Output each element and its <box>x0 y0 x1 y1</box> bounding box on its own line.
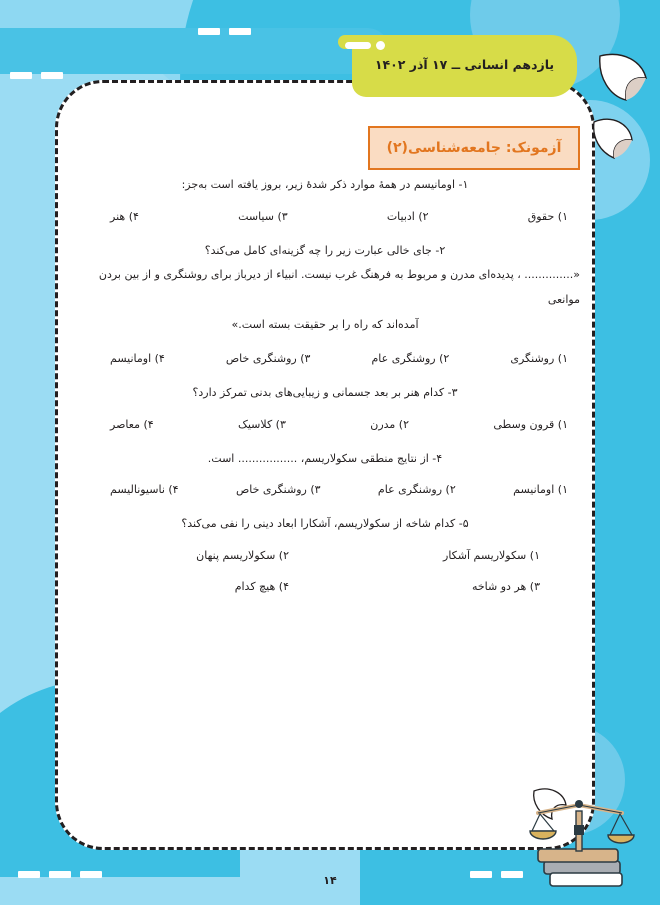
question-2-option-1[interactable]: ۱) روشنگری <box>510 351 568 365</box>
question-3 <box>70 383 580 431</box>
question-4-option-2[interactable]: ۲) روشنگری عام <box>377 483 456 497</box>
question-2-paragraph <box>70 262 580 338</box>
question-2-option-3[interactable]: ۳) روشنگری خاص <box>225 351 311 365</box>
question-1-option-3[interactable]: ۳) سیاست <box>238 209 288 223</box>
question-2-paragraph-line-2: آمده‌اند که راه را بر حقیقت بسته است.» <box>231 318 419 332</box>
question-5 <box>70 514 580 593</box>
question-5-option-2[interactable]: ۲) سکولاریسم پنهان <box>196 549 289 563</box>
paper-sheet-icon <box>588 112 638 170</box>
question-3-option-1[interactable]: ۱) قرون وسطی <box>493 417 568 431</box>
background-top-strip <box>0 28 390 74</box>
question-2-stem: ۲- جای خالی عبارت زیر را چه گزینه‌ای کامل می‌کند؟ <box>204 243 446 257</box>
question-3-option-2[interactable]: ۲) مدرن <box>370 417 410 431</box>
question-1-option-1[interactable]: ۱) حقوق <box>527 209 568 223</box>
banner-hole <box>345 42 371 49</box>
question-1-options <box>70 210 580 223</box>
question-1 <box>70 175 580 223</box>
question-5-option-3[interactable]: ۳) هر دو شاخه <box>471 580 540 594</box>
page-number: ۱۴ <box>323 874 337 887</box>
question-3-option-4[interactable]: ۴) معاصر <box>110 417 154 431</box>
question-1-option-4[interactable]: ۴) هنر <box>110 209 139 223</box>
question-4-stem: ۴- از نتایج منطقی سکولاریسم، ................. است. <box>207 451 443 465</box>
question-3-stem: ۳- کدام هنر بر بعد جسمانی و زیبایی‌های بدنی تمرکز دارد؟ <box>192 385 458 399</box>
question-5-option-4[interactable]: ۴) هیچ کدام <box>234 580 289 594</box>
banner-dot <box>376 41 385 50</box>
question-2 <box>70 241 580 365</box>
question-4 <box>70 449 580 497</box>
question-2-options <box>70 352 580 365</box>
class-date-banner <box>352 35 577 97</box>
banner-label: یازدهم انسانی ــ ۱۷ آذر ۱۴۰۲ <box>374 56 555 72</box>
page-title: آزمونک: جامعه‌شناسی(۲) <box>386 140 562 156</box>
decorative-dashes-top-left <box>10 72 63 79</box>
question-2-option-2[interactable]: ۲) روشنگری عام <box>371 351 450 365</box>
question-1-stem: ۱- اومانیسم در همهٔ موارد ذکر شدهٔ زیر، بروز یافته است به‌جز: <box>181 178 469 191</box>
question-2-paragraph-line-1: «.............. ، پدیده‌ای مدرن و مربوط به فرهنگ غرب نیست. انبیاء از دیرباز برای روشنگری و از بین بردن موانعی <box>98 267 580 307</box>
question-3-option-3[interactable]: ۳) کلاسیک <box>238 417 286 431</box>
quiz-title-box <box>368 126 580 170</box>
question-5-stem: ۵- کدام شاخه از سکولاریسم، آشکارا ابعاد دینی را نفی می‌کند؟ <box>181 517 469 531</box>
question-5-option-1[interactable]: ۱) سکولاریسم آشکار <box>443 549 540 563</box>
question-5-options <box>70 549 580 593</box>
decorative-dashes-top-center <box>198 28 251 35</box>
question-3-options <box>70 418 580 431</box>
question-4-option-4[interactable]: ۴) ناسیونالیسم <box>110 483 179 497</box>
question-4-option-3[interactable]: ۳) روشنگری خاص <box>235 483 321 497</box>
questions-container <box>70 175 580 611</box>
question-4-options <box>70 483 580 496</box>
question-2-option-4[interactable]: ۴) اومانیسم <box>110 351 165 365</box>
question-4-option-1[interactable]: ۱) اومانیسم <box>513 483 568 497</box>
question-1-option-2[interactable]: ۲) ادبیات <box>386 209 429 223</box>
